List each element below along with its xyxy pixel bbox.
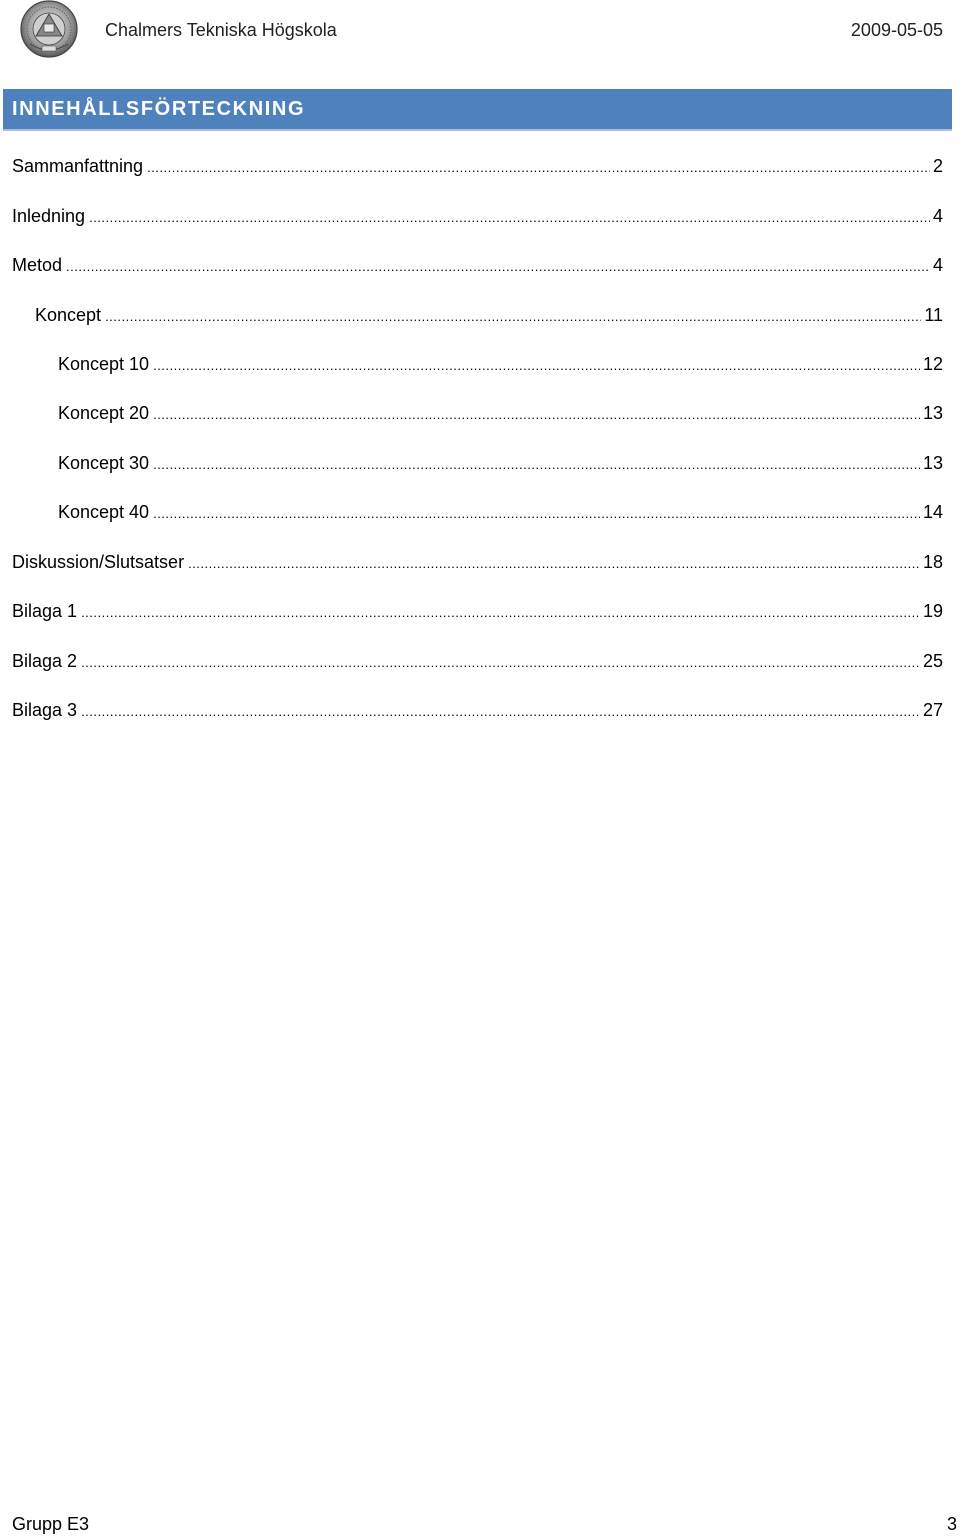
toc-entry-page: 25 [922, 651, 943, 671]
toc-entry-koncept-40[interactable] [58, 501, 943, 523]
toc-entry-koncept[interactable] [35, 304, 943, 326]
toc-entry-page: 13 [922, 403, 943, 423]
toc-entry-title: Koncept [35, 305, 102, 325]
toc-entry-bilaga-1[interactable] [12, 600, 943, 622]
toc-entry-page: 4 [932, 255, 943, 275]
toc-leader-dots [188, 557, 920, 573]
page-header [0, 0, 960, 64]
toc-entry-diskussion[interactable] [12, 551, 943, 573]
toc-entry-title: Koncept 40 [58, 502, 150, 522]
chalmers-seal-icon [18, 0, 80, 58]
toc-entry-page: 18 [922, 552, 943, 572]
toc-entry-koncept-10[interactable] [58, 353, 943, 375]
toc-entry-title: Bilaga 3 [12, 700, 78, 720]
toc-leader-dots [89, 211, 930, 227]
toc-heading-bar [3, 89, 952, 131]
toc-leader-dots [81, 656, 920, 672]
toc-entry-page: 11 [924, 305, 943, 325]
toc-entry-page: 2 [932, 156, 943, 176]
toc-entry-title: Metod [12, 255, 63, 275]
toc-entry-page: 13 [922, 453, 943, 473]
toc-entry-bilaga-2[interactable] [12, 650, 943, 672]
toc-entry-metod[interactable] [12, 254, 943, 276]
toc-leader-dots [147, 161, 930, 177]
toc-leader-dots [81, 606, 920, 622]
toc-entry-title: Inledning [12, 206, 86, 226]
toc-entry-koncept-20[interactable] [58, 402, 943, 424]
header-date: 2009-05-05 [850, 20, 943, 40]
toc-entry-koncept-30[interactable] [58, 452, 943, 474]
toc-entry-page: 4 [932, 206, 943, 226]
header-school-name: Chalmers Tekniska Högskola [105, 20, 337, 40]
toc-entry-title: Koncept 30 [58, 453, 150, 473]
toc-leader-dots [105, 310, 921, 326]
toc-entry-title: Sammanfattning [12, 156, 144, 176]
toc-entry-title: Koncept 10 [58, 354, 150, 374]
footer-page-number: 3 [946, 1514, 957, 1534]
toc-entry-title: Bilaga 2 [12, 651, 78, 671]
toc-entry-page: 12 [922, 354, 943, 374]
toc-heading-title: INNEHÅLLSFÖRTECKNING [12, 98, 306, 120]
toc-leader-dots [66, 260, 930, 276]
toc-leader-dots [153, 359, 920, 375]
toc-entry-page: 14 [922, 502, 943, 522]
toc-entry-bilaga-3[interactable] [12, 699, 943, 721]
toc-entry-title: Bilaga 1 [12, 601, 78, 621]
toc-leader-dots [153, 507, 920, 523]
toc-leader-dots [153, 458, 920, 474]
toc-entry-sammanfattning[interactable] [12, 155, 943, 177]
toc-entry-title: Diskussion/Slutsatser [12, 552, 185, 572]
toc-leader-dots [153, 408, 920, 424]
toc-entry-title: Koncept 20 [58, 403, 150, 423]
footer-group-name: Grupp E3 [12, 1514, 90, 1534]
toc-entry-inledning[interactable] [12, 205, 943, 227]
toc-entry-page: 19 [922, 601, 943, 621]
toc-leader-dots [81, 705, 920, 721]
toc-entry-page: 27 [922, 700, 943, 720]
